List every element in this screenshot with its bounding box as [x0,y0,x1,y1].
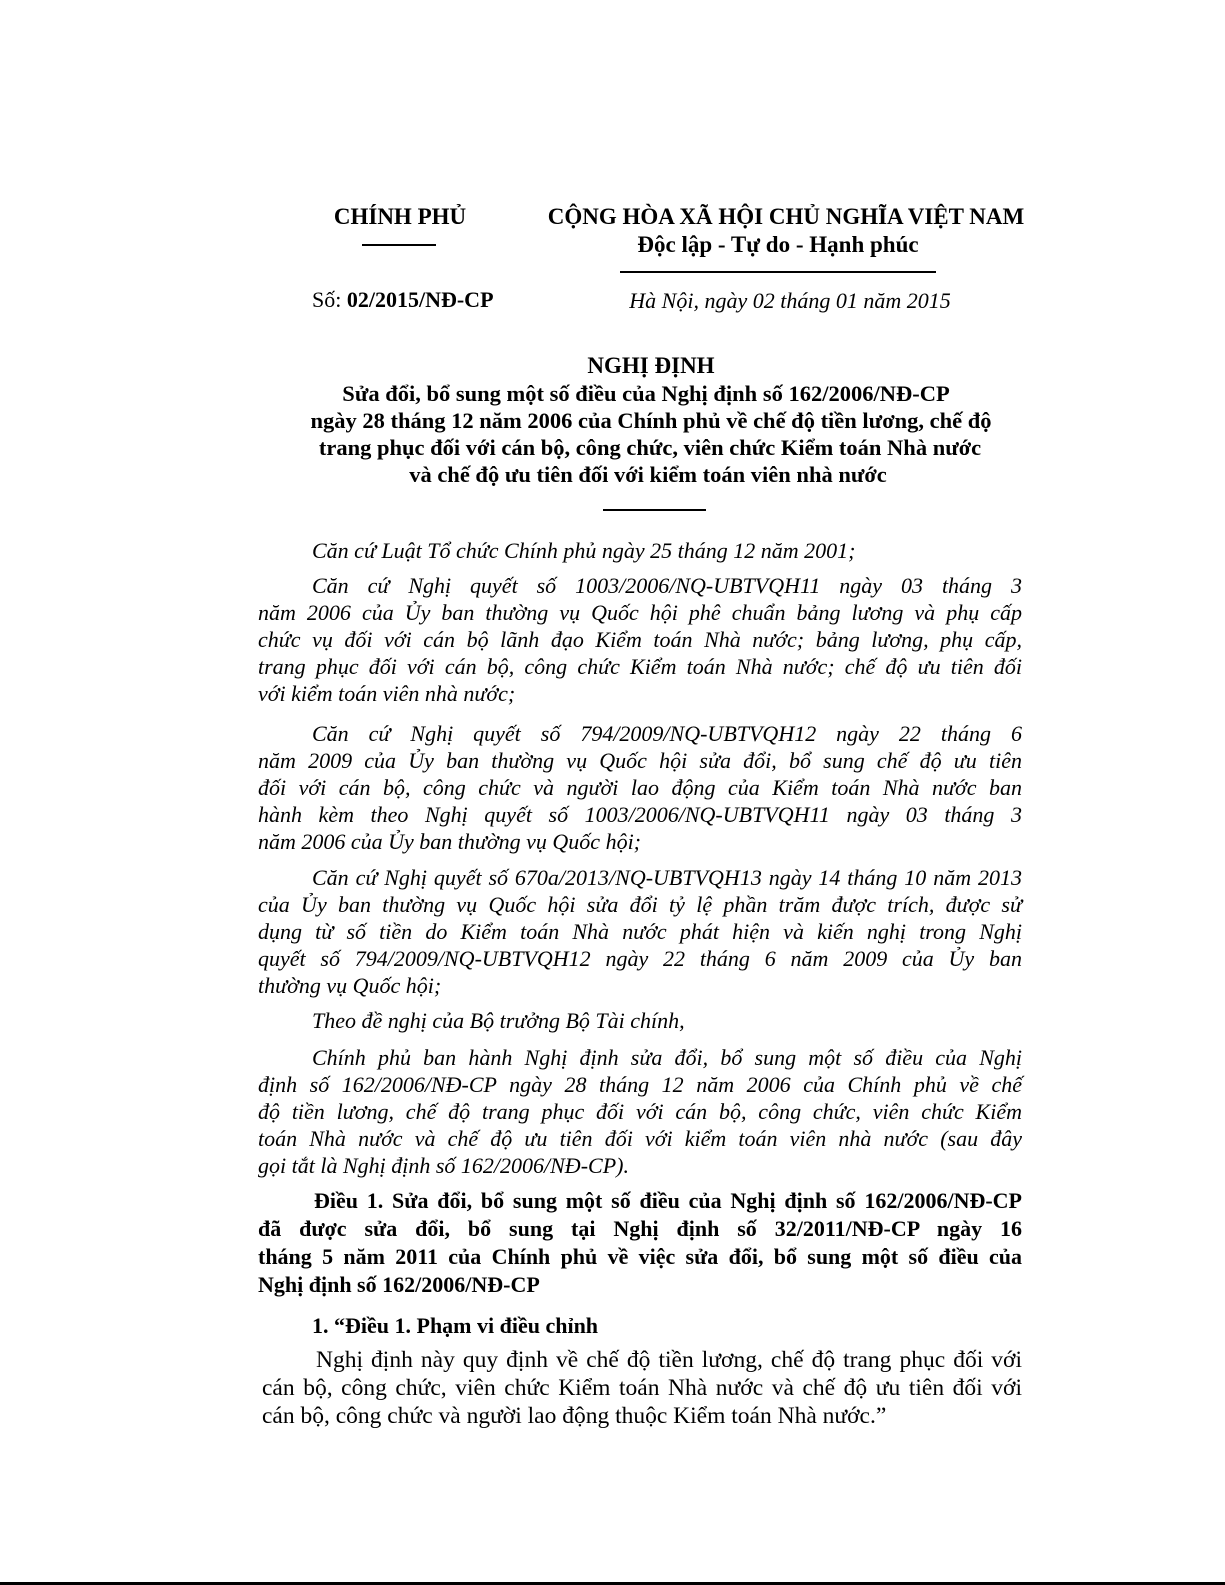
national-motto: Độc lập - Tự do - Hạnh phúc [637,232,919,257]
number-label: Số: [312,287,347,312]
text-line: gọi tắt là Nghị định số 162/2006/NĐ-CP). [258,1153,629,1178]
proposal-paragraph [258,1007,1022,1034]
title-divider [603,509,706,511]
legal-basis-paragraph [258,720,1022,855]
text-line: của Ủy ban thường vụ Quốc hội sửa đổi tỷ lệ phần trăm được trích, được sử [258,892,1022,917]
text-line: năm 2006 của Ủy ban thường vụ Quốc hội phê chuẩn bảng lương và phụ cấp [258,600,1022,625]
title-line: và chế độ ưu tiên đối với kiểm toán viên nhà nước [409,462,887,487]
text-line: Nghị định này quy định về chế độ tiền lương, chế độ trang phục đối với [316,1347,1022,1373]
document-number [312,287,494,313]
text-line: quyết số 794/2009/NQ-UBTVQH12 ngày 22 tháng 6 năm 2009 của Ủy ban [258,946,1022,971]
issuer-divider [362,244,436,246]
text-line: cán bộ, công chức và người lao động thuộc Kiểm toán Nhà nước.” [262,1403,887,1429]
text-line: 1. “Điều 1. Phạm vi điều chỉnh [312,1313,599,1338]
number-value: 02/2015/NĐ-CP [346,287,494,312]
text-line: năm 2006 của Ủy ban thường vụ Quốc hội; [258,829,642,854]
motto-divider [620,271,936,273]
title-line: trang phục đối với cán bộ, công chức, viên chức Kiểm toán Nhà nước [318,435,982,460]
text-line: với kiểm toán viên nhà nước; [258,681,516,706]
text-line: trang phục đối với cán bộ, công chức Kiểm toán Nhà nước; chế độ ưu tiên đối [258,654,1022,679]
legal-basis-paragraph [258,572,1022,707]
text-line: Theo đề nghị của Bộ trưởng Bộ Tài chính, [312,1008,685,1033]
legal-basis-paragraph [258,537,1022,564]
text-line: Điều 1. Sửa đổi, bổ sung một số điều của Nghị định số 162/2006/NĐ-CP [314,1188,1022,1213]
document-type: NGHỊ ĐỊNH [587,353,715,378]
text-line: độ tiền lương, chế độ trang phục đối với cán bộ, công chức, viên chức Kiểm [258,1099,1022,1124]
clause-text-paragraph [262,1346,1022,1430]
text-line: tháng 5 năm 2011 của Chính phủ về việc sửa đổi, bổ sung một số điều của [258,1244,1022,1269]
text-line: cán bộ, công chức, viên chức Kiểm toán Nhà nước và chế độ ưu tiên đối với [262,1375,1022,1401]
text-line: định số 162/2006/NĐ-CP ngày 28 tháng 12 năm 2006 của Chính phủ về chế [258,1072,1022,1097]
text-line: hành kèm theo Nghị quyết số 1003/2006/NQ-UBTVQH11 ngày 03 tháng 3 [258,802,1022,827]
text-line: Căn cứ Nghị quyết số 1003/2006/NQ-UBTVQH11 ngày 03 tháng 3 [312,573,1022,598]
text-line: Nghị định số 162/2006/NĐ-CP [258,1272,540,1297]
text-line: Căn cứ Nghị quyết số 794/2009/NQ-UBTVQH12 ngày 22 tháng 6 [312,721,1022,746]
country-name: CỘNG HÒA XÃ HỘI CHỦ NGHĨA VIỆT NAM [547,204,1025,229]
place-date: Hà Nội, ngày 02 tháng 01 năm 2015 [629,288,951,313]
text-line: đã được sửa đổi, bổ sung tại Nghị định số 32/2011/NĐ-CP ngày 16 [258,1216,1022,1241]
text-line: chức vụ đối với cán bộ lãnh đạo Kiểm toán Nhà nước; bảng lương, phụ cấp, [258,627,1022,652]
text-line: toán Nhà nước và chế độ ưu tiên đối với kiểm toán viên nhà nước (sau đây [258,1126,1022,1151]
article-heading-paragraph [258,1187,1022,1299]
enactment-clause-paragraph [258,1044,1022,1179]
issuer-name: CHÍNH PHỦ [333,204,467,229]
text-line: đối với cán bộ, công chức và người lao động của Kiểm toán Nhà nước ban [258,775,1022,800]
clause-heading-paragraph [258,1312,1022,1340]
text-line: dụng từ số tiền do Kiểm toán Nhà nước phát hiện và kiến nghị trong Nghị [258,919,1022,944]
title-line: ngày 28 tháng 12 năm 2006 của Chính phủ về chế độ tiền lương, chế độ [310,408,992,433]
title-line: Sửa đổi, bổ sung một số điều của Nghị định số 162/2006/NĐ-CP [342,381,950,406]
legal-basis-paragraph [258,864,1022,999]
text-line: Căn cứ Luật Tổ chức Chính phủ ngày 25 tháng 12 năm 2001; [312,538,856,563]
text-line: Căn cứ Nghị quyết số 670a/2013/NQ-UBTVQH13 ngày 14 tháng 10 năm 2013 [312,865,1022,890]
text-line: Chính phủ ban hành Nghị định sửa đổi, bổ sung một số điều của Nghị [312,1045,1022,1070]
text-line: năm 2009 của Ủy ban thường vụ Quốc hội sửa đổi, bổ sung chế độ ưu tiên [258,748,1022,773]
text-line: thường vụ Quốc hội; [258,973,442,998]
